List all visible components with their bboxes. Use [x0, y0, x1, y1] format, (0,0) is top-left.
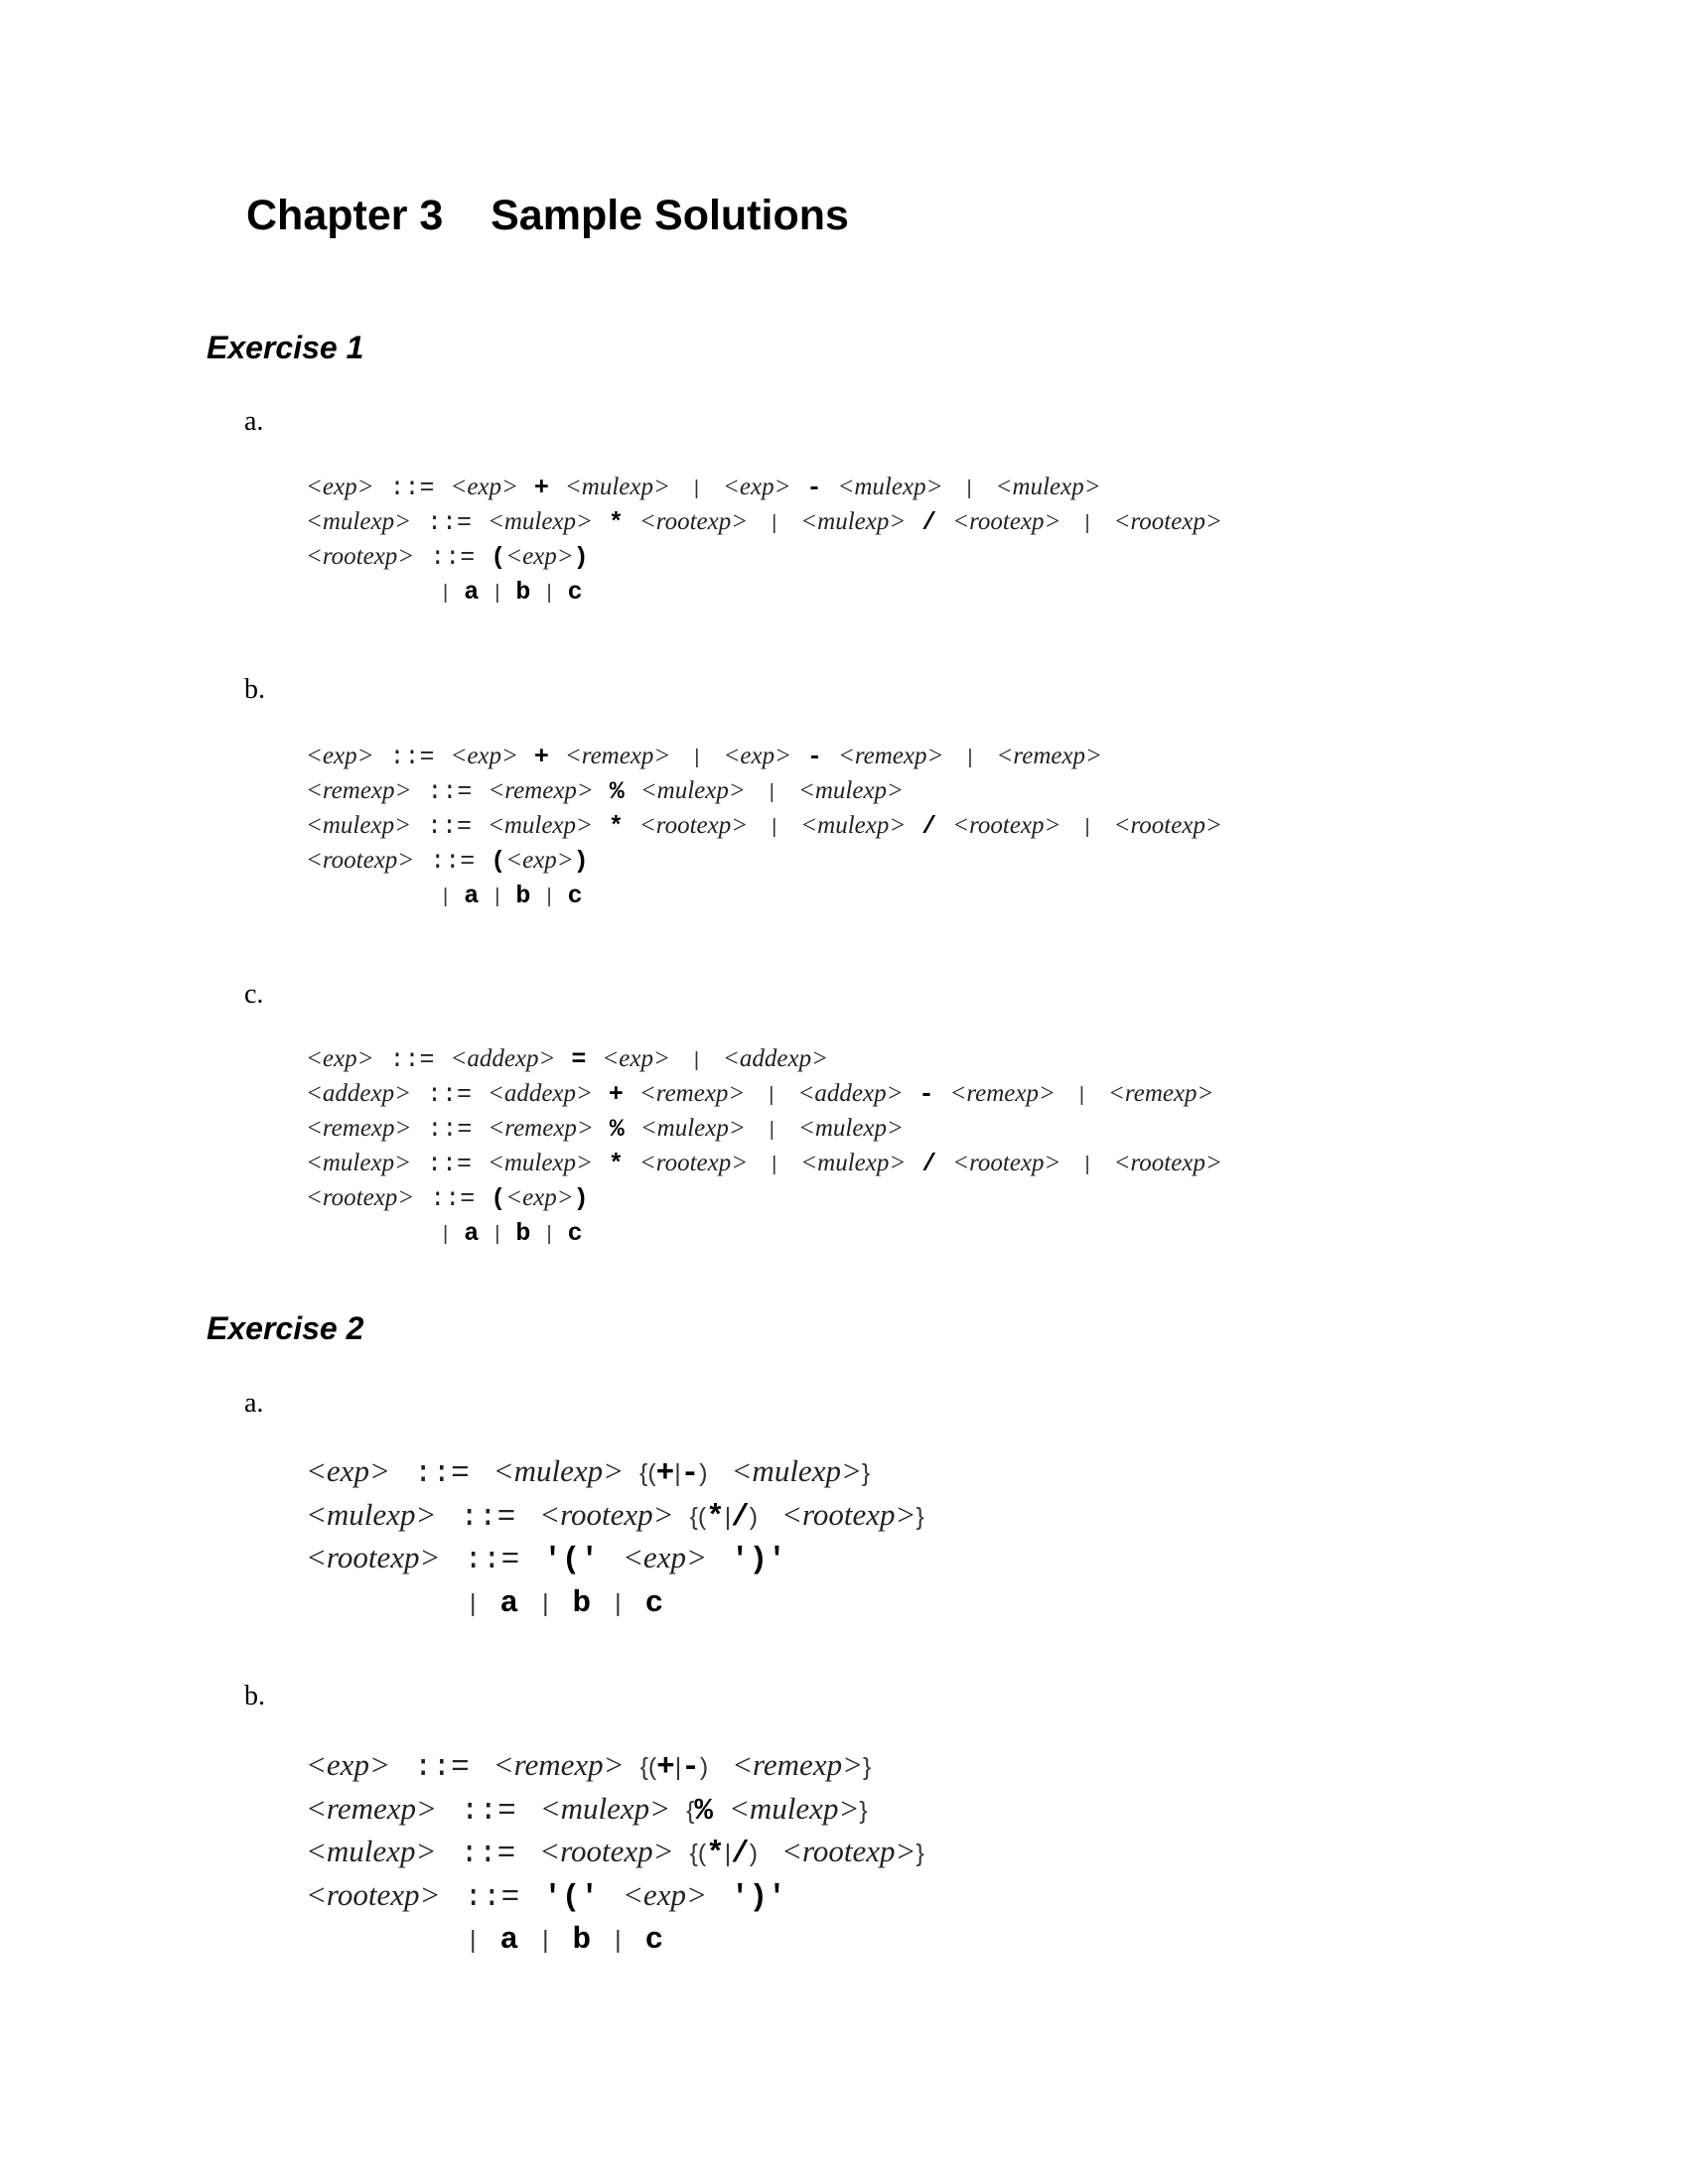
nonterminal: <mulexp>	[487, 1150, 593, 1176]
ebnf-bracket: }	[915, 1503, 924, 1531]
nonterminal: <remexp>	[996, 743, 1102, 769]
nonterminal: <rootexp>	[952, 1150, 1061, 1176]
nonterminal: <mulexp>	[487, 812, 593, 839]
terminal: b	[572, 1585, 592, 1621]
grammar-line	[306, 1745, 924, 1789]
nonterminal: <exp>	[723, 474, 791, 500]
terminal: (	[491, 543, 506, 572]
grammar-line	[306, 1538, 924, 1581]
ebnf-bracket: }	[863, 1754, 872, 1781]
define-operator: ::=	[426, 1080, 472, 1109]
alternative-bar: |	[674, 1460, 681, 1487]
alternative-bar: |	[694, 747, 700, 768]
alternative-bar: |	[772, 1154, 777, 1175]
alternative-bar: |	[494, 1223, 500, 1245]
terminal: c	[567, 1219, 583, 1248]
nonterminal: <exp>	[505, 847, 574, 874]
grammar-line	[306, 774, 1222, 809]
nonterminal: <rootexp>	[306, 1876, 441, 1912]
terminal: b	[572, 1923, 592, 1958]
terminal: +	[608, 1080, 624, 1109]
define-operator: ::=	[426, 508, 472, 537]
terminal: c	[644, 1923, 664, 1958]
nonterminal: <rootexp>	[781, 1496, 916, 1532]
nonterminal: <remexp>	[564, 743, 671, 769]
terminal: )	[573, 1184, 589, 1213]
terminal: c	[644, 1585, 664, 1621]
grammar-line	[306, 1181, 1222, 1216]
terminal: /	[921, 812, 937, 841]
alternative-bar: |	[443, 582, 449, 604]
define-operator: ::=	[430, 543, 476, 572]
nonterminal: <exp>	[306, 474, 374, 500]
grammar-line	[306, 1042, 1222, 1077]
terminal: (	[491, 847, 506, 876]
define-operator: ::=	[460, 1837, 516, 1871]
nonterminal: <remexp>	[488, 1115, 594, 1142]
grammar-1b	[306, 740, 1222, 913]
nonterminal: <rootexp>	[306, 847, 415, 874]
define-operator: ::=	[427, 1115, 473, 1144]
ebnf-bracket: {(	[639, 1754, 657, 1781]
nonterminal: <mulexp>	[800, 1150, 907, 1176]
nonterminal: <exp>	[306, 1453, 390, 1488]
nonterminal: <remexp>	[837, 743, 944, 769]
alternative-bar: |	[615, 1589, 622, 1617]
nonterminal: <remexp>	[306, 1790, 437, 1826]
ebnf-bracket: )	[749, 1841, 759, 1867]
exercise-2b-label: b.	[244, 1681, 265, 1711]
define-operator: ::=	[430, 1184, 476, 1213]
nonterminal: <rootexp>	[638, 1150, 749, 1176]
nonterminal: <mulexp>	[800, 508, 907, 535]
nonterminal: <mulexp>	[492, 1453, 625, 1488]
terminal: ')'	[730, 1879, 786, 1915]
terminal: +	[656, 1750, 675, 1785]
define-operator: ::=	[460, 1793, 516, 1829]
alternative-bar: |	[772, 816, 777, 838]
nonterminal: <rootexp>	[1113, 1150, 1222, 1176]
alternative-bar: |	[1084, 1154, 1090, 1175]
terminal: *	[608, 508, 624, 537]
terminal: *	[608, 1150, 624, 1178]
alternative-bar: |	[470, 1589, 477, 1617]
terminal: +	[655, 1456, 675, 1491]
grammar-line	[306, 1918, 924, 1962]
define-operator: ::=	[430, 847, 476, 876]
ebnf-bracket: }	[861, 1460, 871, 1487]
alternative-bar: |	[443, 886, 449, 907]
nonterminal: <mulexp>	[487, 508, 593, 535]
define-operator: ::=	[464, 1543, 520, 1577]
nonterminal: <rootexp>	[306, 1540, 441, 1574]
nonterminal: <mulexp>	[564, 474, 670, 500]
grammar-1a	[306, 471, 1222, 610]
terminal: a	[464, 1219, 480, 1248]
terminal: *	[608, 812, 624, 841]
nonterminal: <remexp>	[949, 1080, 1055, 1107]
terminal: =	[571, 1045, 587, 1074]
nonterminal: <mulexp>	[539, 1790, 671, 1826]
grammar-line	[306, 1495, 924, 1539]
terminal: *	[706, 1837, 725, 1871]
nonterminal: <rootexp>	[539, 1496, 674, 1532]
terminal: %	[609, 777, 625, 806]
grammar-line	[306, 471, 1222, 505]
alternative-bar: |	[1084, 816, 1090, 838]
nonterminal: <exp>	[623, 1540, 707, 1574]
define-operator: ::=	[413, 1750, 470, 1785]
alternative-bar: |	[724, 1841, 732, 1867]
terminal: a	[464, 882, 480, 910]
alternative-bar: |	[693, 478, 700, 499]
nonterminal: <rootexp>	[952, 812, 1061, 839]
define-operator: ::=	[426, 1150, 472, 1178]
nonterminal: <rootexp>	[306, 543, 415, 570]
alternative-bar: |	[1078, 1084, 1085, 1106]
nonterminal: <rootexp>	[952, 508, 1061, 535]
alternative-bar: |	[542, 1927, 549, 1954]
grammar-line	[306, 1112, 1222, 1147]
terminal: /	[921, 1150, 937, 1178]
exercise-1a-label: a.	[244, 406, 264, 437]
nonterminal: <exp>	[306, 743, 374, 769]
grammar-line	[306, 809, 1222, 844]
alternative-bar: |	[674, 1754, 682, 1781]
nonterminal: <mulexp>	[306, 508, 411, 535]
alternative-bar: |	[769, 781, 774, 803]
nonterminal: <remexp>	[306, 1115, 412, 1142]
nonterminal: <rootexp>	[539, 1834, 674, 1868]
terminal: a	[499, 1585, 519, 1621]
alternative-bar: |	[693, 1049, 700, 1071]
nonterminal: <mulexp>	[800, 812, 907, 839]
nonterminal: <rootexp>	[781, 1834, 916, 1868]
ebnf-bracket: )	[749, 1503, 759, 1531]
nonterminal: <exp>	[306, 1045, 374, 1072]
grammar-line	[306, 1789, 924, 1833]
chapter-title: Chapter 3 Sample Solutions	[246, 192, 849, 239]
grammar-1c	[306, 1042, 1222, 1251]
ebnf-bracket: )	[699, 1754, 709, 1781]
define-operator: ::=	[413, 1456, 470, 1491]
terminal: c	[567, 578, 583, 607]
terminal: +	[533, 743, 549, 771]
terminal: b	[515, 882, 531, 910]
grammar-line	[306, 1451, 924, 1495]
nonterminal: <rootexp>	[638, 508, 749, 535]
nonterminal: <mulexp>	[306, 812, 411, 839]
nonterminal: <mulexp>	[639, 1115, 746, 1142]
alternative-bar: |	[724, 1503, 732, 1531]
nonterminal: <rootexp>	[1113, 812, 1222, 839]
nonterminal: <exp>	[450, 474, 518, 500]
terminal: '('	[543, 1543, 600, 1577]
define-operator: ::=	[464, 1879, 520, 1915]
alternative-bar: |	[546, 582, 552, 604]
nonterminal: <rootexp>	[306, 1184, 415, 1211]
terminal: a	[499, 1923, 519, 1958]
nonterminal: <mulexp>	[639, 777, 746, 804]
terminal: )	[573, 847, 589, 876]
define-operator: ::=	[426, 812, 472, 841]
alternative-bar: |	[494, 886, 500, 907]
ebnf-bracket: )	[699, 1460, 708, 1487]
terminal: -	[806, 474, 822, 502]
nonterminal: <exp>	[602, 1045, 670, 1072]
nonterminal: <exp>	[505, 543, 574, 570]
terminal: -	[806, 743, 822, 771]
alternative-bar: |	[546, 1223, 552, 1245]
terminal: a	[464, 578, 480, 607]
alternative-bar: |	[494, 582, 500, 604]
nonterminal: <remexp>	[732, 1747, 863, 1782]
alternative-bar: |	[546, 886, 552, 907]
nonterminal: <remexp>	[488, 777, 594, 804]
nonterminal: <mulexp>	[729, 1790, 860, 1826]
alternative-bar: |	[772, 512, 777, 534]
nonterminal: <remexp>	[638, 1080, 746, 1107]
grammar-line	[306, 1581, 924, 1625]
ebnf-bracket: }	[915, 1841, 924, 1867]
nonterminal: <mulexp>	[306, 1834, 437, 1868]
nonterminal: <exp>	[450, 743, 518, 769]
nonterminal: <mulexp>	[837, 474, 943, 500]
ebnf-bracket: {(	[639, 1460, 656, 1487]
define-operator: ::=	[389, 1045, 435, 1074]
terminal: /	[731, 1499, 750, 1535]
nonterminal: <mulexp>	[306, 1496, 437, 1532]
terminal: -	[918, 1080, 934, 1109]
terminal: +	[533, 474, 549, 502]
nonterminal: <rootexp>	[638, 812, 749, 839]
nonterminal: <mulexp>	[731, 1453, 862, 1488]
alternative-bar: |	[615, 1927, 622, 1954]
nonterminal: <mulexp>	[797, 1115, 904, 1142]
grammar-line	[306, 844, 1222, 879]
alternative-bar: |	[443, 1223, 449, 1245]
nonterminal: <exp>	[306, 1747, 390, 1782]
grammar-line	[306, 505, 1222, 540]
nonterminal: <remexp>	[492, 1747, 625, 1782]
nonterminal: <rootexp>	[1113, 508, 1222, 535]
exercise-1c-label: c.	[244, 979, 264, 1010]
nonterminal: <exp>	[505, 1184, 574, 1211]
nonterminal: <addexp>	[450, 1045, 556, 1072]
terminal: b	[515, 1219, 531, 1248]
exercise-2a-label: a.	[244, 1388, 264, 1419]
grammar-line	[306, 1216, 1222, 1251]
nonterminal: <addexp>	[797, 1080, 904, 1107]
terminal: ')'	[730, 1543, 786, 1577]
terminal: *	[706, 1499, 725, 1535]
ebnf-bracket: }	[859, 1797, 868, 1825]
nonterminal: <addexp>	[723, 1045, 828, 1072]
define-operator: ::=	[427, 777, 473, 806]
exercise-2-heading: Exercise 2	[207, 1310, 364, 1346]
define-operator: ::=	[389, 743, 435, 771]
nonterminal: <addexp>	[487, 1080, 593, 1107]
define-operator: ::=	[460, 1499, 516, 1535]
exercise-1-heading: Exercise 1	[207, 330, 364, 365]
terminal: (	[491, 1184, 506, 1213]
nonterminal: <exp>	[623, 1876, 707, 1912]
ebnf-bracket: {(	[689, 1503, 707, 1531]
nonterminal: <addexp>	[306, 1080, 411, 1107]
grammar-line	[306, 879, 1222, 913]
nonterminal: <exp>	[723, 743, 791, 769]
terminal: -	[680, 1456, 700, 1491]
terminal: c	[567, 882, 583, 910]
terminal: b	[515, 578, 531, 607]
ebnf-bracket: {(	[689, 1841, 707, 1867]
nonterminal: <remexp>	[306, 777, 412, 804]
terminal: %	[694, 1793, 713, 1829]
nonterminal: <mulexp>	[797, 777, 904, 804]
grammar-line	[306, 575, 1222, 610]
terminal: /	[921, 508, 937, 537]
nonterminal: <mulexp>	[306, 1150, 411, 1176]
terminal: -	[681, 1750, 700, 1785]
define-operator: ::=	[389, 474, 435, 502]
nonterminal: <remexp>	[1108, 1080, 1214, 1107]
grammar-line	[306, 1875, 924, 1919]
terminal: /	[731, 1837, 750, 1871]
nonterminal: <mulexp>	[995, 474, 1101, 500]
grammar-line	[306, 1077, 1222, 1112]
grammar-2a	[306, 1451, 924, 1624]
alternative-bar: |	[967, 747, 973, 768]
alternative-bar: |	[769, 1119, 774, 1141]
grammar-2b	[306, 1745, 924, 1962]
exercise-1b-label: b.	[244, 674, 265, 705]
alternative-bar: |	[470, 1927, 477, 1954]
terminal: '('	[543, 1879, 600, 1915]
grammar-line	[306, 1832, 924, 1875]
grammar-line	[306, 540, 1222, 575]
ebnf-bracket: {	[686, 1797, 695, 1825]
terminal: )	[573, 543, 589, 572]
grammar-line	[306, 1147, 1222, 1181]
alternative-bar: |	[542, 1589, 549, 1617]
alternative-bar: |	[769, 1084, 774, 1106]
alternative-bar: |	[966, 478, 972, 499]
alternative-bar: |	[1084, 512, 1090, 534]
grammar-line	[306, 740, 1222, 774]
terminal: %	[609, 1115, 625, 1144]
